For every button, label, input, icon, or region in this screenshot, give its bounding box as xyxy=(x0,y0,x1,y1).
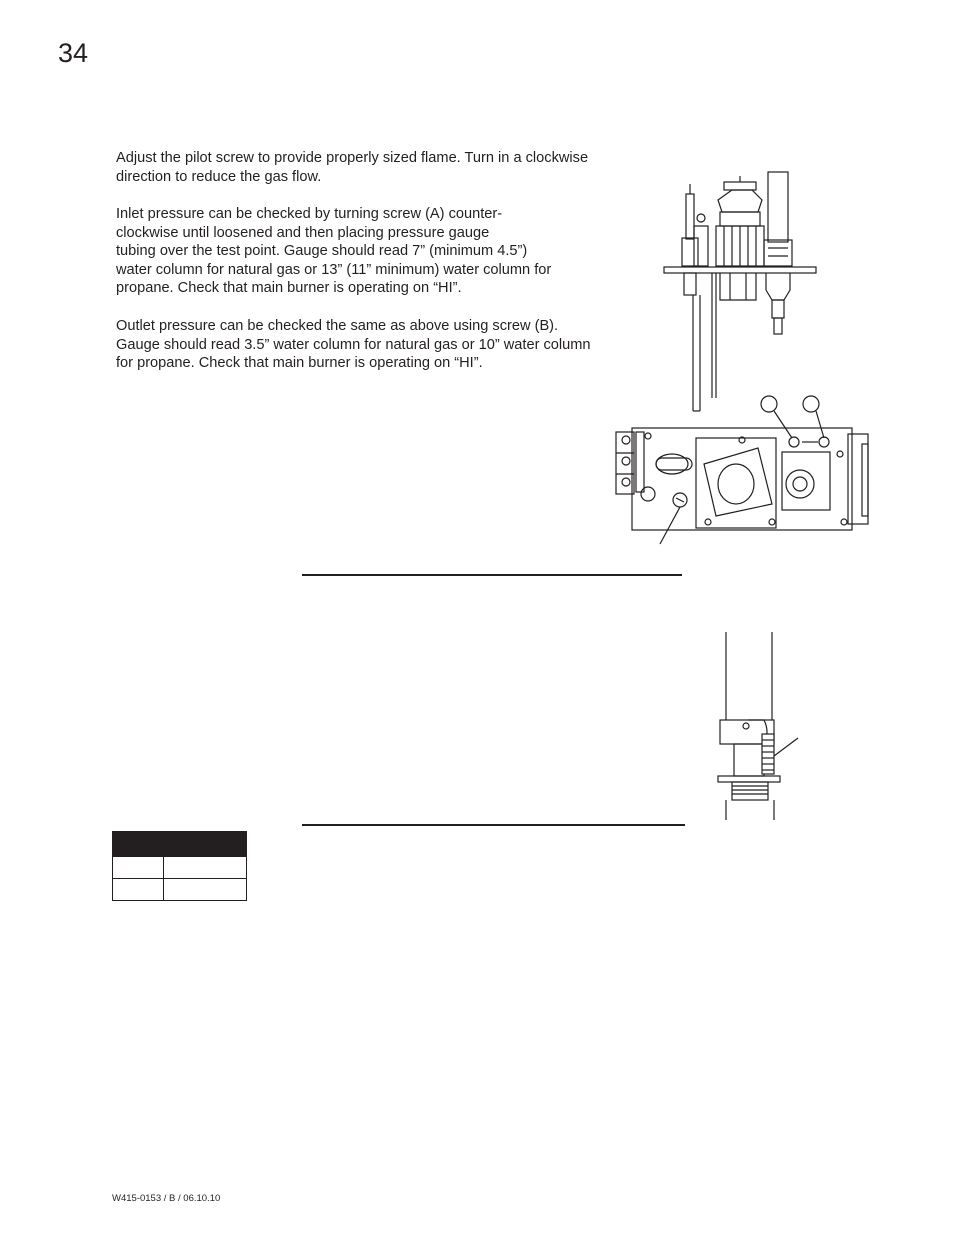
text-line: Outlet pressure can be checked the same as above using screw (B). xyxy=(116,318,559,334)
orifice-fitting-drawing xyxy=(712,628,802,824)
section-rule-top xyxy=(302,574,682,576)
table-row xyxy=(113,857,247,879)
document-code: W415-0153 / B / 06.10.10 xyxy=(112,1193,221,1204)
table-row xyxy=(113,879,247,901)
outlet-pressure-paragraph xyxy=(116,317,636,373)
table-cell xyxy=(164,879,247,901)
text-line: Adjust the pilot screw to provide properly sized flame. Turn in a clockwise xyxy=(116,150,589,166)
table-header xyxy=(113,832,247,857)
text-line: direction to reduce the gas flow. xyxy=(116,168,322,185)
section-rule-bottom xyxy=(302,824,685,826)
pilot-adjust-paragraph xyxy=(116,149,636,186)
text-line: water column for natural gas or 13” (11” minimum) water column for xyxy=(116,261,552,278)
table-cell xyxy=(113,879,164,901)
pilot-assembly-drawing xyxy=(660,168,825,416)
table-cell xyxy=(113,857,164,879)
text-line: tubing over the test point. Gauge should read 7” (minimum 4.5”) xyxy=(116,243,528,260)
inlet-pressure-paragraph xyxy=(116,205,636,298)
text-line: Gauge should read 3.5” water column for natural gas or 10” water column xyxy=(116,336,591,353)
callout-circle xyxy=(761,396,777,412)
spec-table xyxy=(112,831,247,901)
gas-valve-drawing xyxy=(612,392,872,548)
table-cell xyxy=(164,857,247,879)
text-line: for propane. Check that main burner is operating on “HI”. xyxy=(116,355,483,372)
text-line: clockwise until loosened and then placing pressure gauge xyxy=(116,224,490,241)
callout-circle xyxy=(803,396,819,412)
text-line: propane. Check that main burner is operating on “HI”. xyxy=(116,280,462,297)
page-number: 34 xyxy=(58,38,89,68)
text-line: Inlet pressure can be checked by turning screw (A) counter- xyxy=(116,206,503,222)
